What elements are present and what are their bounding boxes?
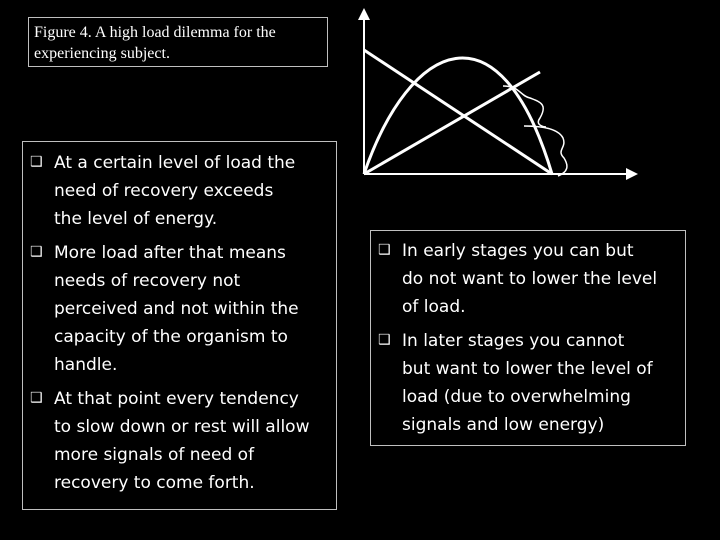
bullet-line: In early stages you can but: [402, 241, 634, 261]
bullet-line: needs of recovery not: [54, 271, 241, 291]
bullet-line: need of recovery exceeds: [54, 181, 274, 201]
bullet-item: [375, 237, 681, 321]
bullet-line: capacity of the organism to: [54, 327, 288, 347]
bullet-item: [375, 327, 681, 439]
bullet-line: recovery to come forth.: [54, 473, 255, 493]
bullet-line: do not want to lower the level: [402, 269, 658, 289]
bullet-line: At that point every tendency: [54, 389, 299, 409]
bullet-line: to slow down or rest will allow: [54, 417, 310, 437]
bullet-item: [27, 239, 332, 379]
bullet-line: handle.: [54, 355, 118, 375]
right-bullet-list: [375, 237, 681, 439]
checkbox-bullet-icon: ❑: [378, 332, 391, 348]
x-axis-arrow: [626, 168, 638, 180]
bullet-line: In later stages you cannot: [402, 331, 625, 351]
bullet-line: signals and low energy): [402, 415, 605, 435]
bullet-line: At a certain level of load the: [54, 153, 296, 173]
bullet-line: more signals of need of: [54, 445, 255, 465]
caption-line: Figure 4. A high load dilemma for the: [34, 24, 276, 41]
left-bullet-list: [27, 149, 332, 497]
bullet-line: of load.: [402, 297, 466, 317]
bullet-line: load (due to overwhelming: [402, 387, 631, 407]
bullet-item: [27, 149, 332, 233]
y-axis-arrow: [358, 8, 370, 20]
bullet-line: perceived and not within the: [54, 299, 299, 319]
checkbox-bullet-icon: ❑: [378, 242, 391, 258]
caption-line: experiencing subject.: [34, 45, 170, 62]
right-textbox: [370, 230, 686, 446]
bullet-line: the level of energy.: [54, 209, 218, 229]
bullet-line: but want to lower the level of: [402, 359, 653, 379]
checkbox-bullet-icon: ❑: [30, 154, 43, 170]
bullet-item: [27, 385, 332, 497]
checkbox-bullet-icon: ❑: [30, 244, 43, 260]
checkbox-bullet-icon: ❑: [30, 390, 43, 406]
bullet-line: More load after that means: [54, 243, 286, 263]
left-textbox: [22, 141, 337, 510]
